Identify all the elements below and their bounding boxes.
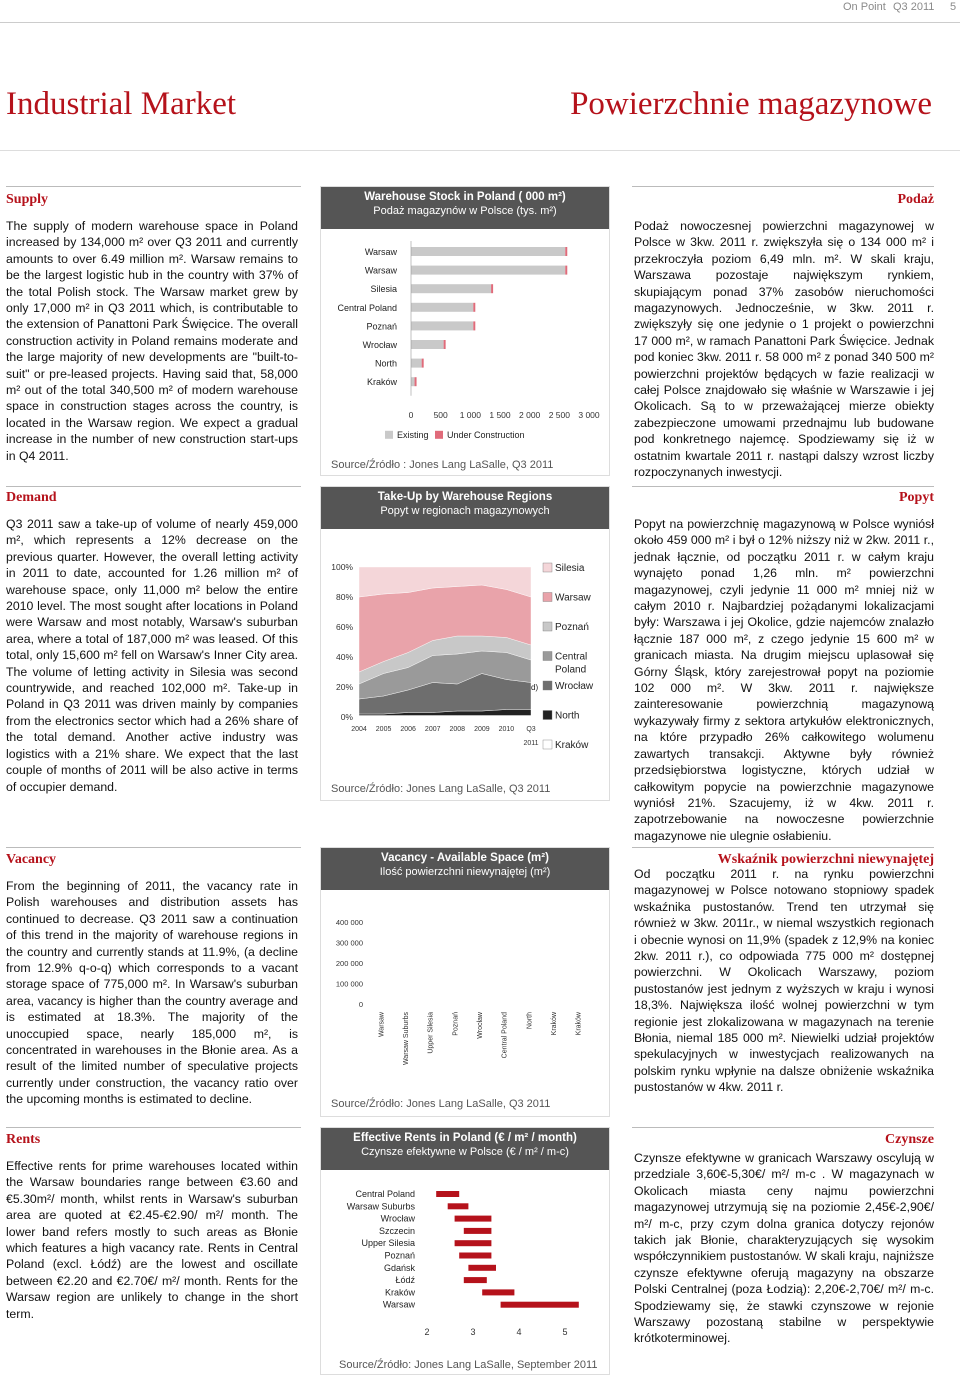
takeup-chart-title: Take-Up by Warehouse Regions [321,487,609,504]
takeup-x-tick: 2008 [449,726,466,733]
stock-category-label: Warsaw [364,247,397,257]
stock-x-tick: 2 500 [548,409,570,420]
takeup-chart [321,531,609,761]
legend-existing-label: Existing [397,429,429,440]
takeup-y-tick: 20% [335,682,353,692]
takeup-legend-swatch [543,622,552,631]
vacancy-chart [321,892,609,1092]
takeup-legend-label: North [555,710,580,722]
rents-chart-subtitle: Czynsze efektywne w Polsce (€ / m² / m-c) [361,1146,569,1158]
takeup-x-tick: 2009 [474,726,490,733]
takeup-legend-label: Poznań [555,622,589,633]
demand-title-en: Demand [6,490,57,505]
rents-range-bar [436,1191,459,1197]
rents-x-tick: 4 [516,1327,522,1337]
rents-category-label: Warsaw [382,1299,415,1310]
vacancy-y-tick: 200 000 [335,959,363,968]
stock-chart-title: Warehouse Stock in Poland ( 000 m²) [321,187,609,204]
stock-bar-existing [411,359,422,368]
takeup-chart-source: Source/Źródło: Jones Lang LaSalle, Q3 2011 [331,783,551,795]
vacancy-y-tick: 300 000 [335,938,363,948]
stock-category-label: Kraków [366,377,397,388]
vacancy-x-label: Upper Silesia [427,1012,435,1054]
stock-bar-construction [422,359,424,368]
stock-bar-construction [473,303,475,312]
rents-text-en: Effective rents for prime warehouses located within the Warsaw boundaries range between €3.60 and €5.30m²/ month, whilst rents in Warsaw's suburban area are quoted at €2.45-€2.90/ m²/ month. The lower band refers mostly to such areas as Błonie which features a high vacancy rate. Rents in Central Poland (excl. Łódź) are the lowest and oscillate between €2.20 and €2.70€/ m²/ month. Rents for the Warsaw region are unlikely to change in the short term. [6,1159,298,1321]
rents-category-label: Central Poland [355,1189,415,1199]
header-rule [0,22,960,23]
rents-chart [321,1176,609,1356]
vacancy-x-label: Kraków [551,1012,558,1036]
rents-chart-source: Source/Źródło: Jones Lang LaSalle, September 2011 [339,1359,598,1371]
stock-chart-panel [320,186,610,476]
legend-construction-label: Under Construction [447,429,525,440]
takeup-legend-label: Kraków [555,740,589,751]
rents-category-label: Warsaw Suburbs [346,1201,415,1212]
page-header [0,0,960,16]
stock-chart-subtitle: Podaż magazynów w Polsce (tys. m²) [373,205,557,217]
title-en: Industrial Market [6,86,237,122]
vacancy-chart-source: Source/Źródło: Jones Lang LaSalle, Q3 2011 [331,1098,551,1110]
stock-category-label: Wrocław [362,340,397,350]
stock-bar-existing [411,377,415,386]
stock-bar-construction [565,247,567,256]
stock-x-tick: 500 [433,409,448,420]
stock-bar-construction [491,284,493,293]
rents-x-tick: 5 [562,1327,568,1337]
rents-range-bar [464,1277,487,1283]
vacancy-y-tick: 100 000 [335,979,363,989]
stock-category-label: North [374,358,397,369]
rents-range-bar [482,1289,514,1295]
stock-chart [321,231,609,456]
vacancy-x-label: Central Poland [501,1012,509,1059]
rents-category-label: Kraków [384,1287,415,1298]
demand-title-pl: Popyt [899,490,934,505]
takeup-legend-swatch [543,711,552,720]
takeup-legend-label: Warsaw [555,592,591,604]
vacancy-x-label: Wrocław [477,1012,484,1039]
takeup-x-tick: 2004 [351,726,367,733]
takeup-x-tick: Q3 [526,726,536,733]
vacancy-y-tick: 0 [358,1000,363,1009]
stock-category-label: Poznań [366,321,397,332]
vacancy-chart-subtitle: Ilość powierzchni niewynajętej (m²) [379,866,551,878]
takeup-legend-label: Wrocław [555,681,594,692]
takeup-chart-panel [320,486,610,801]
takeup-y-tick: 40% [335,652,353,662]
takeup-x-tick: 2007 [424,726,441,733]
rents-x-tick: 3 [470,1327,476,1337]
stock-x-tick: 1 000 [459,409,481,420]
takeup-legend-label: Central [555,651,588,663]
stock-category-label: Central Poland [337,302,397,313]
rents-title-en: Rents [6,1132,41,1147]
takeup-area-kraków [359,716,531,718]
vacancy-chart-title: Vacancy - Available Space (m²) [321,848,609,865]
rents-range-bar [501,1302,579,1308]
vacancy-chart-panel [320,847,610,1117]
vacancy-x-label: Warsaw [378,1012,386,1038]
takeup-y-tick: 100% [331,562,353,572]
rents-x-tick: 2 [424,1327,430,1337]
vacancy-text-pl: Od początku 2011 r. na rynku powierzchni magazynowej w Polsce notowano stopniowy spadek wskaźnika pustostanów. Trend ten utrzymał się również w 3kw. 2011r., w niemal wszystkich regionach i obecnie wynosi on 11,9% (spadek z 12,9% na koniec 2kw. 2011 r.), co odpowiada 775 000 m² dostępnej powierzchni. W Okolicach Warszawy, poziom pustostanów jest jednym z wyższych w kraju i wynosi 18,3%. Największa ilość wolnej powierzchni w tym regionie jest zlokalizowana w magazynach na terenie Błonia, niemal 185 000 m². Niewielki udział projektów spekulacyjnych w inwestycjach realizowanych na polskim rynku wpłynie na dalsze obniżenie wskaźnika pustostanów w 4kw. 2011 r. [634,867,934,1095]
stock-bar-existing [411,266,565,275]
takeup-x-tick: 2006 [400,726,416,733]
rents-range-bar [464,1228,492,1234]
rents-category-label: Poznań [384,1250,415,1261]
takeup-y-tick: 60% [335,622,353,632]
takeup-legend-label: Silesia [555,563,585,574]
stock-chart-source: Source/Źródło : Jones Lang LaSalle, Q3 2011 [331,459,554,471]
legend-construction-swatch [435,431,443,439]
vacancy-text-en: From the beginning of 2011, the vacancy rate in Polish warehouses and distribution assets has continued to decrease. Q3 2011 saw a continuation of this trend in the majority of warehouse regions in the country and currently stands at 11.9%, (a decline from 12.9% q-o-q) which corresponds to a vacant storage space of 775,000 m². In Warsaw's suburban area, vacancy is higher than the country average and is estimated at 18.3%. The majority of the unoccupied space, nearly 185,000 m², is concentrated in warehouses in the Błonie area. As a result of the limited number of speculative projects currently under construction, the vacancy ratio over the upcoming months is estimated to decline. [6,879,298,1107]
stock-bar-construction [444,340,446,349]
vacancy-x-label: North [526,1012,534,1030]
takeup-legend-swatch [543,593,552,602]
legend-existing-swatch [385,431,393,439]
supply-title-pl: Podaż [897,192,934,207]
takeup-y-tick: 0% [340,712,353,722]
rents-category-label: Wrocław [380,1213,415,1224]
takeup-x-tick: 2010 [498,726,515,733]
stock-x-tick: 0 [408,409,414,420]
takeup-x-tick: 2005 [375,726,392,733]
stock-x-tick: 1 500 [489,409,511,420]
rents-chart-panel [320,1127,610,1375]
vacancy-x-label: Kraków [575,1012,583,1036]
stock-category-label: Warsaw [364,265,397,276]
takeup-y-tick: 80% [335,592,353,602]
vacancy-y-tick: 400 000 [335,918,363,927]
rents-range-bar [459,1253,491,1259]
stock-bar-construction [565,266,567,275]
takeup-legend-swatch [543,681,552,690]
takeup-x-tick: 2011 [523,740,539,747]
supply-title-en: Supply [6,192,49,207]
stock-bar-existing [411,247,565,256]
supply-text-en: The supply of modern warehouse space in Poland increased by 134,000 m² over Q3 2011 and currently amounts to over 6.49 million m². Warsaw remains to be the largest logistic hub in the country with 37% of the total Polish stock. The Warsaw market grew by only 17,000 m² in Q3 2011 which, is contributable to the extension of Panattoni Park Święcice. The overall construction activity in Poland remains moderate and the large majority of new developments are "built-to-suit" or pre-leased projects. Having said that, 58,000 m² out of the total 340,500 m² of modern warehouse space in construction stages across the country, is located in the Warsaw region. We expect a gradual increase in the number of new construction start-ups in Q4 2011. [6,219,298,463]
vacancy-x-label: Poznań [452,1012,460,1036]
stock-bar-existing [411,340,444,349]
rents-category-label: Łódź [395,1275,415,1286]
stock-bar-existing [411,303,473,312]
demand-text-en: Q3 2011 saw a take-up of volume of nearly 459,000 m², which represents a 12% decrease on the previous quarter. However, the overall letting activity in 2011 to date, accounted for 1.26 million m² of warehouse space, only 11,000 m² below the entire 2010 level. The most sought after locations in Poland were Warsaw and most notably, Warsaw's suburban area, where a total of 187,000 m² was leased. Of this total, only 15,600 m² fell on Warsaw's Inner City area. The volume of letting activity in Silesia was second countrywide, and reached 102,000 m². Take-up in Poland in Q3 2011 was driven mainly by companies from the electronics sector which had a 26% share of the total demand. Another active industry was logistics with a 21% share. We expect that the last couple of months of 2011 will be also active in terms of occupier demand. [6,517,298,794]
brand: On Point [843,1,886,13]
rents-category-label: Gdańsk [383,1262,415,1273]
stock-x-tick: 3 000 [578,409,600,420]
rents-text-pl: Czynsze efektywne w granicach Warszawy oscylują w przedziale 3,60€-5,30€/ m²/ m-c . W magazynach w Okolicach miasta ceny najmu powierzchni magazynowej utrzymują się na poziomie 2,45€-2,90€/ m²/ m-c, przy czym dolna granica dotyczy rejonów takich jak Błonie, charakteryzujących się wysokim współczynnikiem pustostanów. W skali kraju, najniższe czynsze efektywne oferują magazyny na obszarze Polski Centralnej (poza Łodzią): 2,20€-2,70€/ m²/ m-c. Spodziewamy się, że stawki czynszowe w rejonie Warszawy pozostaną stabilne w perspektywie krótkoterminowej. [634,1151,934,1346]
takeup-legend-swatch [543,740,552,749]
rents-range-bar [455,1216,492,1222]
rents-title-pl: Czynsze [885,1132,934,1147]
stock-x-tick: 2 000 [519,409,541,420]
vacancy-title-en: Vacancy [6,852,57,867]
stock-bar-construction [473,321,475,330]
takeup-chart-subtitle: Popyt w regionach magazynowych [380,505,550,517]
rents-category-label: Upper Silesia [361,1238,415,1249]
vacancy-x-label: Warsaw Suburbs [403,1012,410,1066]
takeup-legend-swatch [543,563,552,572]
takeup-legend-label: Poland [555,664,587,676]
title-pl: Powierzchnie magazynowe [570,86,932,122]
rents-range-bar [448,1203,469,1209]
stock-category-label: Silesia [370,284,397,295]
rents-range-bar [468,1265,496,1271]
supply-text-pl: Podaż nowoczesnej powierzchni magazynowej w Polsce w 3kw. 2011 r. zwiększyła się o 134 000 m² i przekroczyła poziom 6,49 mln. m². W skali kraju, Warszawa pozostaje największym rynkiem, skupiającym ponad 37% zasobów nieruchomości magazynowych. Jednocześnie, w 3kw. 2011 r. zwiększyły się one jedynie o 1 projekt o powierzchni 17 000 m², w ramach Panattoni Park Święcice. Jednak pod koniec 3kw. 2011 r. 58 000 m² z ponad 340 500 m² powierzchni projektów będących w fazie realizacji w całej Polsce znajdowało się właśnie w Warszawie i jej Okolicach. Są to w przeważającej mierze obiekty zabezpieczone umowami przednajmu lub budowane pod konkretnego najemcę. Spodziewamy się iż w ostatnim kwartale 2011 r. nastąpi dalszy wzrost liczby rozpoczynanych inwestycji. [634,219,934,480]
takeup-legend-swatch [543,652,552,661]
page-number: 5 [950,1,957,13]
rents-range-bar [455,1240,492,1246]
vacancy-title-pl: Wskaźnik powierzchni niewynajętej [717,852,934,867]
stock-bar-construction [415,377,417,386]
rents-category-label: Szczecin [378,1225,415,1236]
rents-chart-title: Effective Rents in Poland (€ / m² / month) [321,1128,609,1145]
issue: Q3 2011 [893,1,935,13]
stock-bar-existing [411,284,491,293]
demand-text-pl: Popyt na powierzchnię magazynową w Polsce wyniósł około 459 000 m² i był o 12% niższy niż w 2kw. 2011 r., jednak łącznie, od początku 2011 r. w całym kraju wynajęto ponad 1,26 mln. m² powierzchni magazynowej, czyli jedynie 11 000 m² mniej niż w całym 2010 r. Najbardziej pożądanymi lokalizacjami były: Warszawa i jej Okolice, gdzie najemców znalazło łącznie 187 000 m², z czego jedynie 15 600 m² w granicach miasta. Na drugim miejscu uplasował się Górny Śląsk, który zarejestrował popyt na poziomie 102 000 m². W 3kw. 2011 r. największe zainteresowanie powierzchnią magazynową wykazywały firmy z sektora artykułów elektronicznych, na które przypadło 26% całkowitego wolumenu zawartych transakcji. Aktywne były również przedsiębiorstwa logistyczne, których udział w całkowitym popycie na powierzchnie magazynowe wyniósł 21%. Szacujemy, iż w 4kw. 2011 r. zapotrzebowanie na nowoczesne powierzchnie magazynowe nie ulegnie osłabieniu. [634,517,934,843]
takeup-annotation: d) [531,683,539,692]
stock-bar-existing [411,321,473,330]
